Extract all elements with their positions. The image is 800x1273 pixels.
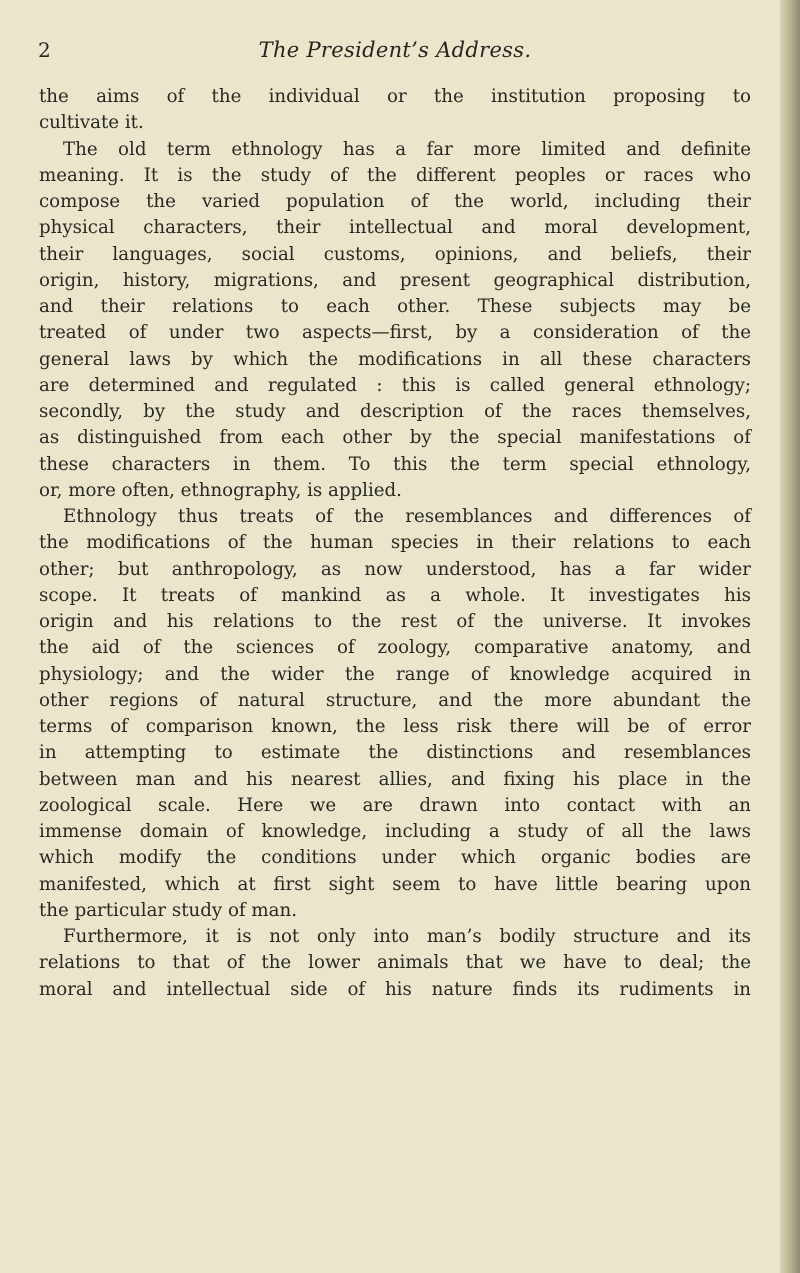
page-edge-shadow (780, 0, 800, 1273)
text-line: between man and his nearest allies, and fixing his place in the (39, 768, 751, 790)
text-line: cultivate it. (39, 112, 144, 134)
text-line: scope. It treats of mankind as a whole. It investigates his (39, 584, 751, 606)
text-line: physical characters, their intellectual and moral development, (39, 217, 751, 239)
text-line: treated of under two aspects—first, by a consideration of the (39, 322, 751, 344)
text-line: physiology; and the wider the range of knowledge acquired in (39, 663, 751, 685)
text-line: the particular study of man. (39, 899, 298, 921)
text-line: moral and intellectual side of his nature finds its rudiments in (39, 978, 751, 1000)
page-number: 2 (38, 38, 51, 62)
text-line: which modify the conditions under which organic bodies are (39, 847, 751, 869)
text-line: other; but anthropology, as now understood, has a far wider (39, 558, 751, 580)
text-line: or, more often, ethnography, is applied. (39, 479, 402, 501)
text-line: origin and his relations to the rest of the universe. It invokes (39, 611, 751, 632)
text-line: compose the varied population of the world, including their (39, 191, 751, 212)
text-line: zoological scale. Here we are drawn into contact with an (39, 794, 751, 816)
text-line: the aims of the individual or the institution proposing to (39, 86, 751, 107)
text-line: the modifications of the human species in their relations to each (39, 532, 751, 554)
running-title: The President’s Address. (258, 38, 532, 62)
page-header (38, 38, 752, 78)
text-line: in attempting to estimate the distinctions and resemblances (39, 742, 751, 764)
text-line: meaning. It is the study of the different peoples or races who (39, 164, 751, 186)
text-line: relations to that of the lower animals that we have to deal; the (39, 952, 751, 974)
text-line: other regions of natural structure, and the more abundant the (39, 689, 751, 711)
text-line: origin, history, migrations, and present geographical distribution, (39, 269, 751, 291)
text-line: The old term ethnology has a far more limited and definite (63, 138, 751, 160)
text-line: their languages, social customs, opinions, and beliefs, their (39, 243, 751, 265)
text-line: and their relations to each other. These subjects may be (39, 296, 751, 317)
text-line: immense domain of knowledge, including a study of all the laws (39, 821, 751, 842)
text-line: these characters in them. To this the term special ethnology, (39, 453, 751, 475)
text-line: are determined and regulated : this is called general ethnology; (39, 374, 751, 396)
text-line: as distinguished from each other by the special manifestations of (39, 427, 751, 449)
text-line: general laws by which the modifications in all these characters (39, 348, 751, 370)
body-text (39, 84, 751, 1003)
text-line: Ethnology thus treats of the resemblances and differences of (63, 506, 751, 527)
text-line: manifested, which at first sight seem to have little bearing upon (39, 873, 751, 895)
text-line: secondly, by the study and description of the races themselves, (39, 401, 751, 422)
text-line: terms of comparison known, the less risk there will be of error (39, 716, 751, 737)
text-line: the aid of the sciences of zoology, comparative anatomy, and (39, 637, 751, 659)
text-line: Furthermore, it is not only into man’s bodily structure and its (63, 926, 751, 947)
